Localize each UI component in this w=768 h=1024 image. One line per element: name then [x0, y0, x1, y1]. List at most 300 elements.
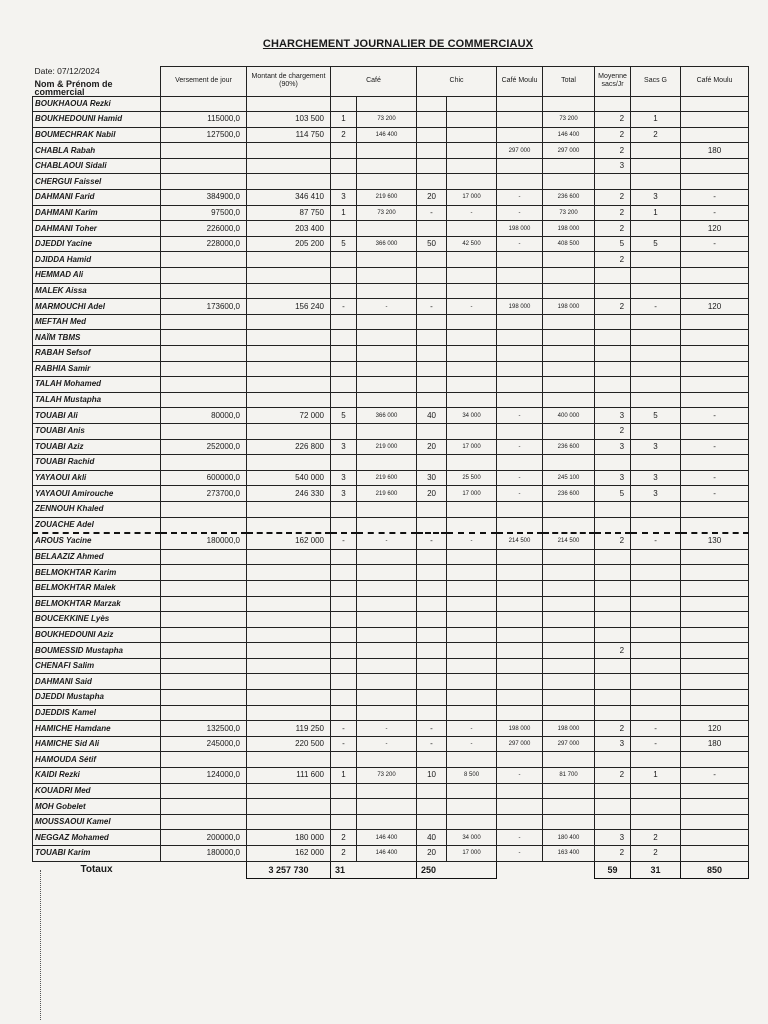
cell-cafe-moulu-2: 120	[681, 221, 749, 237]
cell-chic-qty	[417, 127, 447, 143]
cell-versement	[161, 392, 247, 408]
cell-moyenne	[595, 455, 631, 471]
cell-name: KOUADRI Med	[33, 783, 161, 799]
cell-cafe-moulu-2	[681, 283, 749, 299]
table-row	[33, 783, 749, 799]
cell-cafe-moulu-2	[681, 501, 749, 517]
cell-moyenne: 3	[595, 736, 631, 752]
cell-name: BOUMESSID Mustapha	[33, 643, 161, 659]
cell-sacs	[631, 799, 681, 815]
totals-montant: 3 257 730	[247, 861, 331, 878]
cell-cafe-qty	[331, 549, 357, 565]
cell-montant	[247, 596, 331, 612]
cell-chic-amount	[447, 783, 497, 799]
cell-sacs	[631, 158, 681, 174]
cell-chic-qty	[417, 330, 447, 346]
cell-chic-qty	[417, 392, 447, 408]
cell-chic-amount	[447, 127, 497, 143]
cell-moyenne	[595, 690, 631, 706]
cell-cafe-amount	[357, 96, 417, 112]
cell-sacs: 2	[631, 830, 681, 846]
header-chic: Chic	[417, 67, 497, 97]
cell-name: BELMOKHTAR Karim	[33, 565, 161, 581]
table-row	[33, 517, 749, 533]
cell-name: BOUCEKKINE Lyès	[33, 612, 161, 628]
cell-chic-amount	[447, 501, 497, 517]
cell-total: 163 400	[543, 846, 595, 862]
cell-moyenne: 3	[595, 158, 631, 174]
cell-chic-qty	[417, 643, 447, 659]
cell-versement	[161, 580, 247, 596]
table-row	[33, 283, 749, 299]
cell-chic-qty: 10	[417, 768, 447, 784]
cell-total	[543, 549, 595, 565]
cell-total: 400 000	[543, 408, 595, 424]
cell-chic-qty: 20	[417, 486, 447, 502]
cell-moyenne: 2	[595, 190, 631, 206]
cell-cafe-qty	[331, 314, 357, 330]
cell-cafe-qty: -	[331, 533, 357, 549]
cell-chic-qty	[417, 501, 447, 517]
table-row	[33, 205, 749, 221]
cell-versement: 226000,0	[161, 221, 247, 237]
cell-versement: 127500,0	[161, 127, 247, 143]
cell-total: 245 100	[543, 470, 595, 486]
table-row	[33, 549, 749, 565]
cell-cafe-moulu	[497, 501, 543, 517]
cell-total	[543, 517, 595, 533]
cell-cafe-qty	[331, 283, 357, 299]
cell-chic-amount: -	[447, 205, 497, 221]
cell-sacs	[631, 565, 681, 581]
cell-cafe-amount	[357, 643, 417, 659]
table-row	[33, 705, 749, 721]
cell-moyenne	[595, 565, 631, 581]
cell-cafe-qty: 3	[331, 470, 357, 486]
cell-moyenne	[595, 501, 631, 517]
cell-cafe-moulu	[497, 517, 543, 533]
cell-chic-amount	[447, 174, 497, 190]
cell-montant: 87 750	[247, 205, 331, 221]
cell-moyenne	[595, 517, 631, 533]
cell-total	[543, 643, 595, 659]
cell-versement	[161, 423, 247, 439]
cell-cafe-qty: 1	[331, 205, 357, 221]
cell-cafe-qty: -	[331, 721, 357, 737]
cell-cafe-moulu	[497, 752, 543, 768]
cell-total: 408 500	[543, 236, 595, 252]
table-row	[33, 501, 749, 517]
cell-moyenne	[595, 268, 631, 284]
cell-total	[543, 627, 595, 643]
cell-cafe-qty	[331, 361, 357, 377]
cell-sacs	[631, 690, 681, 706]
cell-total	[543, 392, 595, 408]
cell-cafe-moulu	[497, 423, 543, 439]
cell-moyenne	[595, 96, 631, 112]
table-row	[33, 674, 749, 690]
cell-name: HAMICHE Sid Ali	[33, 736, 161, 752]
cell-cafe-amount: 219 600	[357, 486, 417, 502]
cell-cafe-qty: 2	[331, 830, 357, 846]
cell-moyenne	[595, 658, 631, 674]
cell-total: 81 700	[543, 768, 595, 784]
cell-chic-amount	[447, 799, 497, 815]
cell-moyenne	[595, 799, 631, 815]
cell-cafe-moulu: -	[497, 439, 543, 455]
cell-sacs	[631, 674, 681, 690]
cell-sacs	[631, 268, 681, 284]
cell-moyenne	[595, 377, 631, 393]
table-row	[33, 423, 749, 439]
cell-moyenne	[595, 392, 631, 408]
cell-chic-qty: 30	[417, 470, 447, 486]
cell-cafe-qty	[331, 783, 357, 799]
cell-cafe-moulu-2	[681, 112, 749, 128]
cell-cafe-qty: 1	[331, 112, 357, 128]
cell-cafe-amount	[357, 501, 417, 517]
cell-cafe-moulu-2: -	[681, 486, 749, 502]
table-row	[33, 565, 749, 581]
cell-moyenne: 3	[595, 408, 631, 424]
cell-cafe-amount: 146 400	[357, 830, 417, 846]
cell-montant	[247, 674, 331, 690]
cell-name: DAHMANI Karim	[33, 205, 161, 221]
cell-chic-qty	[417, 377, 447, 393]
cell-total	[543, 96, 595, 112]
cell-moyenne	[595, 705, 631, 721]
cell-cafe-moulu	[497, 377, 543, 393]
cell-name: TOUABI Ali	[33, 408, 161, 424]
totals-cafe: 31	[331, 861, 417, 878]
cell-name: KAIDI Rezki	[33, 768, 161, 784]
table-row	[33, 392, 749, 408]
cell-cafe-qty	[331, 627, 357, 643]
cell-name: CHABLA Rabah	[33, 143, 161, 159]
cell-montant	[247, 158, 331, 174]
cell-cafe-moulu	[497, 612, 543, 628]
cell-cafe-qty	[331, 252, 357, 268]
cell-cafe-qty	[331, 423, 357, 439]
cell-chic-qty	[417, 549, 447, 565]
cell-cafe-amount	[357, 392, 417, 408]
cell-chic-qty: -	[417, 205, 447, 221]
cell-moyenne	[595, 346, 631, 362]
cell-chic-amount: 34 000	[447, 408, 497, 424]
cell-cafe-moulu: -	[497, 205, 543, 221]
cell-montant	[247, 423, 331, 439]
cell-chic-amount: 42 500	[447, 236, 497, 252]
cell-name: MEFTAH Med	[33, 314, 161, 330]
cell-chic-qty	[417, 580, 447, 596]
cell-total	[543, 580, 595, 596]
cell-cafe-moulu-2: -	[681, 439, 749, 455]
cell-moyenne	[595, 361, 631, 377]
header-versement: Versement de jour	[161, 67, 247, 97]
cell-sacs	[631, 361, 681, 377]
cell-chic-amount: 17 000	[447, 190, 497, 206]
cell-chic-amount: 8 500	[447, 768, 497, 784]
cell-cafe-moulu	[497, 455, 543, 471]
table-row	[33, 612, 749, 628]
cell-montant: 540 000	[247, 470, 331, 486]
cell-chic-qty	[417, 565, 447, 581]
cell-montant: 226 800	[247, 439, 331, 455]
cell-sacs: 3	[631, 470, 681, 486]
cell-cafe-amount	[357, 658, 417, 674]
cell-cafe-moulu-2: -	[681, 205, 749, 221]
cell-cafe-amount	[357, 612, 417, 628]
table-row	[33, 174, 749, 190]
cell-moyenne	[595, 549, 631, 565]
cell-total: 73 200	[543, 112, 595, 128]
cell-moyenne: 2	[595, 143, 631, 159]
cell-moyenne: 2	[595, 768, 631, 784]
header-moyenne: Moyenne sacs/Jr	[595, 67, 631, 97]
cell-cafe-qty	[331, 143, 357, 159]
cell-name: HAMOUDA Sétif	[33, 752, 161, 768]
cell-cafe-moulu: -	[497, 768, 543, 784]
cell-cafe-moulu	[497, 283, 543, 299]
table-row	[33, 721, 749, 737]
cell-montant: 246 330	[247, 486, 331, 502]
table-row	[33, 486, 749, 502]
cell-chic-amount	[447, 627, 497, 643]
cell-cafe-moulu: 198 000	[497, 721, 543, 737]
cell-chic-qty: 20	[417, 190, 447, 206]
cell-moyenne: 2	[595, 533, 631, 549]
cell-sacs: 5	[631, 236, 681, 252]
table-row	[33, 190, 749, 206]
cell-versement	[161, 96, 247, 112]
cell-total	[543, 346, 595, 362]
cell-versement	[161, 627, 247, 643]
cell-chic-qty	[417, 612, 447, 628]
cell-chic-amount: -	[447, 533, 497, 549]
cell-cafe-amount	[357, 143, 417, 159]
cell-cafe-amount	[357, 783, 417, 799]
cell-moyenne: 2	[595, 221, 631, 237]
cell-cafe-qty: -	[331, 299, 357, 315]
cell-name: TOUABI Aziz	[33, 439, 161, 455]
cell-chic-qty: -	[417, 299, 447, 315]
table-row	[33, 580, 749, 596]
cell-chic-qty	[417, 361, 447, 377]
totals-label: Totaux	[80, 863, 113, 875]
cell-cafe-moulu-2: -	[681, 408, 749, 424]
cell-versement: 600000,0	[161, 470, 247, 486]
cell-cafe-qty	[331, 392, 357, 408]
cell-total	[543, 268, 595, 284]
cell-moyenne: 5	[595, 236, 631, 252]
cell-name: TOUABI Rachid	[33, 455, 161, 471]
cell-total: 180 400	[543, 830, 595, 846]
cell-cafe-moulu-2: 120	[681, 299, 749, 315]
cell-total	[543, 455, 595, 471]
cell-montant	[247, 330, 331, 346]
cell-sacs	[631, 346, 681, 362]
cell-cafe-amount	[357, 565, 417, 581]
cell-cafe-moulu	[497, 643, 543, 659]
cell-sacs	[631, 596, 681, 612]
cell-cafe-qty	[331, 268, 357, 284]
cell-montant	[247, 268, 331, 284]
cell-cafe-qty: 2	[331, 846, 357, 862]
cell-cafe-moulu	[497, 658, 543, 674]
cell-cafe-amount	[357, 580, 417, 596]
cell-cafe-qty: 1	[331, 768, 357, 784]
cell-cafe-amount: 73 200	[357, 768, 417, 784]
cell-sacs	[631, 549, 681, 565]
cell-cafe-amount	[357, 549, 417, 565]
cell-name: TALAH Mohamed	[33, 377, 161, 393]
header-cafe-moulu: Café Moulu	[497, 67, 543, 97]
table-row	[33, 299, 749, 315]
cell-cafe-moulu-2: -	[681, 470, 749, 486]
cell-total	[543, 501, 595, 517]
cell-sacs: -	[631, 533, 681, 549]
cell-cafe-moulu-2	[681, 565, 749, 581]
cell-cafe-amount	[357, 455, 417, 471]
header-cafe-moulu-2: Café Moulu	[681, 67, 749, 97]
cell-cafe-moulu-2	[681, 174, 749, 190]
cell-cafe-amount	[357, 752, 417, 768]
cell-cafe-qty	[331, 705, 357, 721]
cell-cafe-moulu-2: 180	[681, 143, 749, 159]
cell-total: 198 000	[543, 299, 595, 315]
table-row	[33, 346, 749, 362]
cell-total: 236 600	[543, 439, 595, 455]
cell-cafe-moulu-2	[681, 596, 749, 612]
cell-cafe-amount	[357, 314, 417, 330]
cell-cafe-moulu-2: 180	[681, 736, 749, 752]
cell-montant	[247, 361, 331, 377]
cell-sacs	[631, 392, 681, 408]
cell-cafe-amount: -	[357, 299, 417, 315]
cell-cafe-qty	[331, 346, 357, 362]
cell-cafe-amount	[357, 627, 417, 643]
table-row	[33, 96, 749, 112]
cell-chic-amount: -	[447, 299, 497, 315]
table-row	[33, 236, 749, 252]
cell-chic-qty	[417, 423, 447, 439]
totals-chic: 250	[417, 861, 497, 878]
cell-montant	[247, 501, 331, 517]
cell-montant: 162 000	[247, 846, 331, 862]
cell-sacs	[631, 783, 681, 799]
cell-name: MOH Gobelet	[33, 799, 161, 815]
cell-chic-amount	[447, 643, 497, 659]
cell-cafe-qty	[331, 174, 357, 190]
cell-chic-qty	[417, 814, 447, 830]
cell-moyenne: 2	[595, 643, 631, 659]
cell-chic-amount	[447, 283, 497, 299]
cell-cafe-moulu-2: 130	[681, 533, 749, 549]
cell-cafe-moulu	[497, 96, 543, 112]
totals-moyenne: 59	[595, 861, 631, 878]
cell-sacs: 2	[631, 127, 681, 143]
cell-chic-amount	[447, 252, 497, 268]
cell-sacs	[631, 517, 681, 533]
cell-name: NEGGAZ Mohamed	[33, 830, 161, 846]
cell-montant	[247, 612, 331, 628]
cell-cafe-moulu: 297 000	[497, 143, 543, 159]
cell-cafe-amount: 219 600	[357, 470, 417, 486]
cell-name: TOUABI Karim	[33, 846, 161, 862]
cell-cafe-moulu-2	[681, 377, 749, 393]
cell-cafe-qty	[331, 330, 357, 346]
cell-cafe-moulu	[497, 174, 543, 190]
cell-chic-qty	[417, 658, 447, 674]
table-row	[33, 470, 749, 486]
cell-montant	[247, 705, 331, 721]
cell-chic-amount	[447, 674, 497, 690]
cell-montant	[247, 283, 331, 299]
cell-montant	[247, 549, 331, 565]
cell-name: CHABLAOUI Sidali	[33, 158, 161, 174]
cell-versement	[161, 455, 247, 471]
cell-chic-qty: 50	[417, 236, 447, 252]
table-row	[33, 846, 749, 862]
cell-cafe-amount	[357, 423, 417, 439]
cell-moyenne: 2	[595, 423, 631, 439]
cell-montant: 162 000	[247, 533, 331, 549]
header-row	[33, 67, 749, 97]
cell-cafe-amount	[357, 705, 417, 721]
cell-cafe-moulu-2	[681, 252, 749, 268]
cell-cafe-moulu-2	[681, 705, 749, 721]
cell-versement	[161, 501, 247, 517]
cell-versement	[161, 752, 247, 768]
cell-versement	[161, 705, 247, 721]
cell-total: 236 600	[543, 486, 595, 502]
cell-chic-qty	[417, 517, 447, 533]
cell-chic-amount: 25 500	[447, 470, 497, 486]
cell-moyenne: 2	[595, 846, 631, 862]
cell-cafe-amount: 146 400	[357, 846, 417, 862]
cell-sacs: 3	[631, 190, 681, 206]
cell-versement: 180000,0	[161, 846, 247, 862]
cell-moyenne	[595, 783, 631, 799]
cell-cafe-qty	[331, 158, 357, 174]
table-row	[33, 330, 749, 346]
cell-cafe-moulu	[497, 814, 543, 830]
cell-cafe-moulu	[497, 674, 543, 690]
cell-name: RABAH Sefsof	[33, 346, 161, 362]
cell-chic-amount	[447, 158, 497, 174]
cell-versement	[161, 314, 247, 330]
cell-cafe-amount: 219 600	[357, 190, 417, 206]
cell-cafe-amount	[357, 799, 417, 815]
cell-total	[543, 799, 595, 815]
cell-montant	[247, 565, 331, 581]
cell-chic-qty	[417, 283, 447, 299]
cell-cafe-qty: 3	[331, 190, 357, 206]
cell-name: CHERGUI Faissel	[33, 174, 161, 190]
header-total: Total	[543, 67, 595, 97]
cell-sacs	[631, 580, 681, 596]
cell-cafe-amount	[357, 674, 417, 690]
table-row	[33, 361, 749, 377]
cell-cafe-moulu-2: 120	[681, 721, 749, 737]
cell-montant: 205 200	[247, 236, 331, 252]
cell-name: YAYAOUI Amirouche	[33, 486, 161, 502]
cell-sacs	[631, 501, 681, 517]
cell-sacs	[631, 752, 681, 768]
table-row	[33, 158, 749, 174]
cell-cafe-moulu: -	[497, 470, 543, 486]
cell-sacs	[631, 252, 681, 268]
